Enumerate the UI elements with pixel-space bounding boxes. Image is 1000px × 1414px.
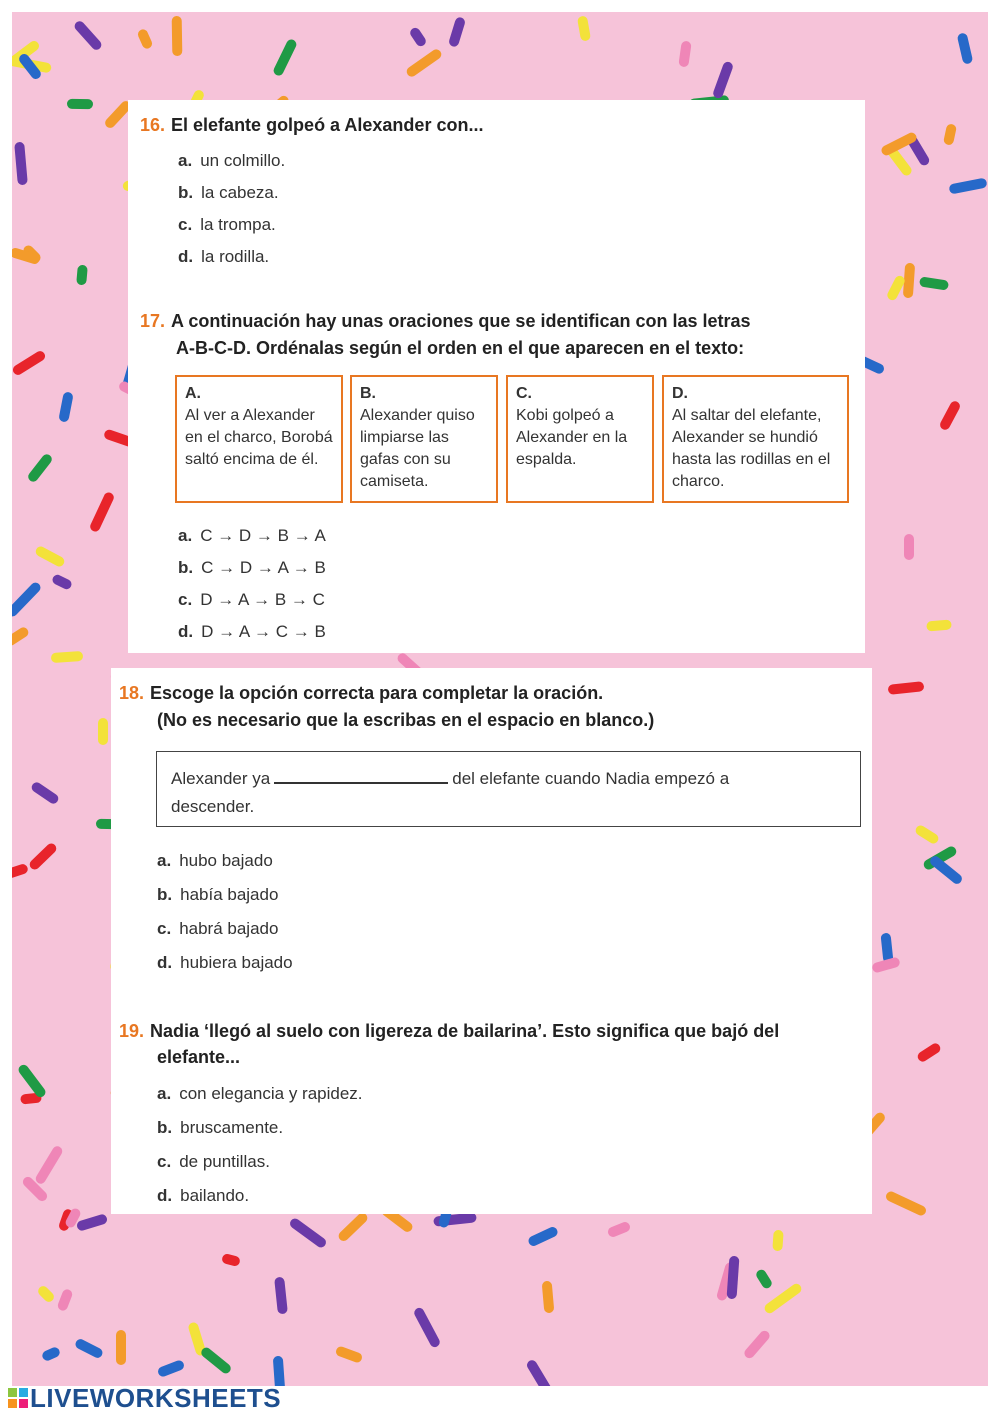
sprinkle [98, 718, 108, 745]
sentence-start: Alexander ya [171, 769, 271, 788]
sprinkle [12, 349, 47, 377]
sprinkle [884, 1190, 927, 1217]
sprinkle [888, 681, 925, 695]
sprinkle [288, 1217, 328, 1250]
option-letter: d. [178, 622, 194, 641]
option-letter: a. [178, 526, 193, 545]
box-text: Kobi golpeó a Alexander en la espalda. [516, 407, 628, 468]
sprinkle [41, 1346, 62, 1362]
option-letter: c. [157, 1152, 172, 1171]
sprinkle [28, 841, 59, 871]
sprinkle [919, 276, 949, 290]
question-19-title-line2: elefante... [157, 1047, 241, 1067]
sentence-box-d [662, 375, 849, 503]
blank-input[interactable] [274, 764, 448, 784]
question-number: 18. [119, 683, 145, 703]
q18-option-b[interactable] [157, 884, 278, 906]
q16-option-d[interactable] [178, 246, 269, 268]
sprinkle [948, 177, 987, 194]
sprinkle [36, 1284, 56, 1304]
option-text: de puntillas. [179, 1152, 270, 1171]
q19-option-c[interactable] [157, 1151, 270, 1173]
sprinkle [12, 625, 30, 647]
sprinkle [12, 581, 43, 619]
q17-option-c[interactable] [178, 589, 325, 611]
option-letter: c. [157, 919, 172, 938]
q16-option-a[interactable] [178, 150, 285, 172]
question-19-title [119, 1018, 779, 1044]
option-letter: a. [157, 1084, 172, 1103]
question-17-title-line2: A-B-C-D. Ordénalas según el orden en el que aparecen en el texto: [176, 338, 745, 358]
q18-option-c[interactable] [157, 918, 278, 940]
question-16-title [140, 112, 483, 138]
sprinkle [73, 19, 104, 52]
sentence-box-c [506, 375, 654, 503]
worksheet-panel-top [128, 100, 865, 653]
sprinkle [34, 1144, 64, 1185]
sprinkle [938, 399, 961, 431]
option-text: un colmillo. [200, 151, 286, 170]
sprinkle [335, 1345, 364, 1364]
sprinkle [74, 1337, 104, 1359]
option-letter: d. [157, 953, 173, 972]
sprinkle [51, 651, 84, 663]
q19-option-a[interactable] [157, 1083, 363, 1105]
sprinkle [58, 391, 74, 422]
option-text: bruscamente. [180, 1118, 284, 1137]
box-letter: D. [672, 385, 688, 402]
sprinkle [26, 452, 54, 483]
option-text: hubiera bajado [180, 953, 293, 972]
q18-option-d[interactable] [157, 952, 293, 974]
liveworksheets-logo-text[interactable]: LIVEWORKSHEETS [30, 1383, 282, 1413]
question-number: 19. [119, 1021, 145, 1041]
option-text: había bajado [180, 885, 279, 904]
footer [0, 1383, 1000, 1413]
option-text: la rodilla. [201, 247, 270, 266]
sprinkle [448, 16, 466, 48]
sprinkle [337, 1211, 370, 1243]
question-17-title [140, 308, 751, 334]
question-text: El elefante golpeó a Alexander con... [171, 115, 484, 135]
sentence-box-b [350, 375, 498, 503]
fill-in-sentence-box [156, 751, 861, 827]
sprinkle [754, 1268, 773, 1290]
question-text-line1: A continuación hay unas oraciones que se identifican con las letras [171, 311, 751, 331]
q17-option-b[interactable] [178, 557, 326, 579]
sprinkle [914, 824, 941, 846]
sprinkle [405, 47, 444, 78]
sprinkle [89, 491, 116, 533]
option-letter: b. [157, 1118, 173, 1137]
question-18-title [119, 680, 603, 706]
q16-option-b[interactable] [178, 182, 279, 204]
q19-option-b[interactable] [157, 1117, 283, 1139]
sprinkle [904, 534, 914, 560]
option-text: C → D → B → A [200, 526, 326, 545]
box-letter: B. [360, 385, 376, 402]
sprinkle [116, 1330, 126, 1365]
sprinkle [274, 1277, 288, 1315]
box-text: Al saltar del elefante, Alexander se hundió hasta las rodillas en el charco. [672, 407, 831, 490]
sprinkle [221, 1253, 241, 1267]
question-number: 17. [140, 311, 166, 331]
sprinkle [34, 545, 66, 568]
option-text: con elegancia y rapidez. [179, 1084, 363, 1103]
sprinkle [12, 863, 29, 879]
sprinkle [943, 123, 957, 146]
sprinkle [273, 1356, 285, 1386]
sprinkle [606, 1221, 631, 1239]
q18-option-a[interactable] [157, 850, 273, 872]
liveworksheets-logo-icon [8, 1388, 28, 1408]
option-letter: c. [178, 215, 193, 234]
question-18-title-line2: (No es necesario que la escribas en el espacio en blanco.) [157, 710, 655, 730]
sprinkle [14, 142, 28, 186]
box-text: Al ver a Alexander en el charco, Borobá saltó encima de él. [185, 407, 333, 468]
question-text-line1: Nadia ‘llegó al suelo con ligereza de bailarina’. Esto significa que bajó del [150, 1021, 780, 1041]
sprinkle [742, 1329, 771, 1360]
option-letter: d. [178, 247, 194, 266]
option-text: habrá bajado [179, 919, 279, 938]
option-text: D → A → B → C [200, 590, 325, 609]
question-text-line1: Escoge la opción correcta para completar la oración. [150, 683, 604, 703]
option-text: D → A → C → B [201, 622, 326, 641]
sentence-middle: del elefante cuando Nadia empezó a [452, 769, 730, 788]
sprinkle [172, 16, 183, 56]
sprinkle [871, 956, 901, 973]
option-letter: b. [178, 558, 194, 577]
q17-option-a[interactable] [178, 525, 326, 547]
question-number: 16. [140, 115, 166, 135]
sprinkle [527, 1225, 559, 1247]
option-text: hubo bajado [179, 851, 273, 870]
sprinkle [30, 780, 60, 805]
sprinkle [542, 1281, 555, 1314]
sprinkle [727, 1256, 740, 1300]
sprinkle [56, 1288, 73, 1312]
sprinkle [272, 38, 298, 77]
sentence-end: descender. [171, 797, 255, 816]
sentence-box-a [175, 375, 343, 503]
sprinkle [67, 99, 93, 109]
option-text: la trompa. [200, 215, 276, 234]
box-letter: A. [185, 385, 201, 402]
sprinkle [412, 1306, 441, 1349]
q19-option-d[interactable] [157, 1185, 249, 1207]
sprinkle [199, 1346, 232, 1376]
option-letter: b. [157, 885, 173, 904]
sprinkle [136, 28, 153, 50]
option-letter: a. [157, 851, 172, 870]
sprinkle [712, 60, 734, 99]
option-text: la cabeza. [201, 183, 279, 202]
sprinkle [926, 619, 952, 631]
sprinkle [577, 15, 591, 41]
option-text: C → D → A → B [201, 558, 326, 577]
sprinkle [678, 40, 692, 67]
sprinkle [408, 26, 427, 48]
sprinkle [51, 573, 73, 591]
worksheet-panel-bottom [111, 668, 872, 1214]
box-letter: C. [516, 385, 532, 402]
sprinkle [957, 32, 974, 64]
sprinkle [76, 1213, 109, 1232]
sprinkle [76, 265, 88, 286]
sprinkle [916, 1041, 942, 1063]
option-letter: d. [157, 1186, 173, 1205]
option-letter: b. [178, 183, 194, 202]
option-letter: a. [178, 151, 193, 170]
sprinkle [772, 1230, 783, 1252]
option-text: bailando. [180, 1186, 250, 1205]
q17-option-d[interactable] [178, 621, 326, 643]
q16-option-c[interactable] [178, 214, 276, 236]
sprinkle [525, 1358, 555, 1386]
option-letter: c. [178, 590, 193, 609]
box-text: Alexander quiso limpiarse las gafas con su camiseta. [360, 407, 475, 490]
sprinkle [157, 1359, 186, 1378]
